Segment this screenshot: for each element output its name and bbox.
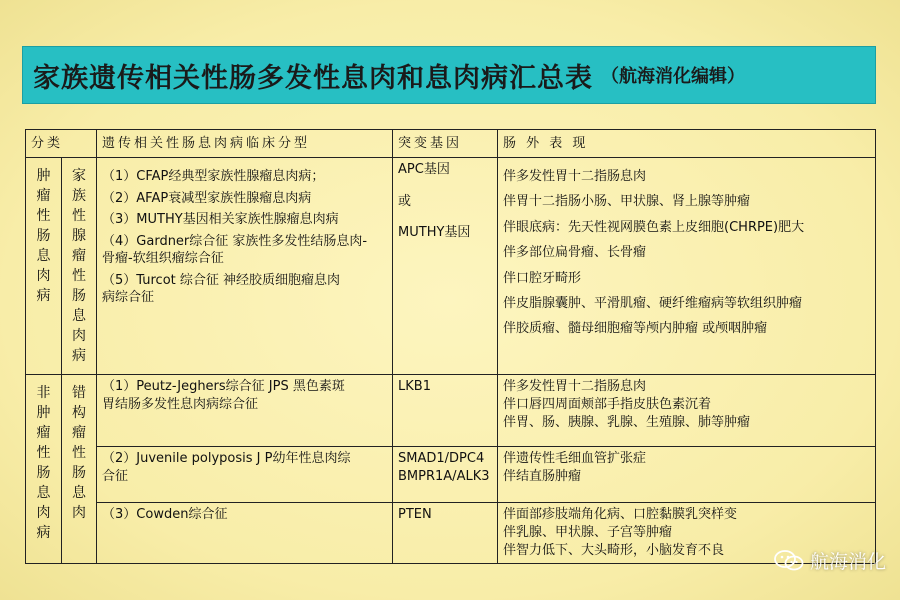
- type-item: （2）AFAP衰减型家族性腺瘤息肉病: [102, 190, 312, 206]
- watermark: [774, 547, 886, 574]
- table-row: [26, 503, 876, 564]
- gene-name: MUTHY基因: [398, 225, 471, 241]
- clinical-type-cell: [97, 375, 393, 447]
- manifestation: 伴遗传性毛细血管扩张症: [503, 451, 647, 466]
- watermark-text: 航海消化: [809, 551, 886, 573]
- category-cell: 非 肿 瘤 性 肠 息 肉 病: [26, 375, 62, 564]
- manifestations-cell: [498, 447, 876, 503]
- type-item: （1）Peutz-Jeghers综合征 JPS 黑色素斑: [102, 379, 345, 394]
- gene-name: PTEN: [398, 507, 432, 522]
- manifestation: 伴眼底病：先天性视网膜色素上皮细胞(CHRPE)肥大: [503, 219, 805, 235]
- manifestation: 伴智力低下、大头畸形，小脑发育不良: [503, 543, 725, 558]
- manifestation: 伴多发性胃十二指肠息肉: [503, 379, 647, 394]
- page-subtitle: （航海消化编辑）: [601, 66, 745, 87]
- clinical-type-cell: [97, 447, 393, 503]
- subcategory-cell: 错 构 瘤 性 肠 息 肉: [62, 375, 97, 564]
- manifestation: 伴口唇四周面颊部手指皮肤色素沉着: [503, 397, 712, 412]
- manifestation: 伴胶质瘤、髓母细胞瘤等颅内肿瘤 或颅咽肿瘤: [503, 321, 768, 337]
- type-item: （3）Cowden综合征: [102, 507, 228, 522]
- header-gene: 突变基因: [393, 130, 498, 158]
- type-item-cont: 合征: [102, 468, 129, 484]
- gene-cell: [393, 375, 498, 447]
- wechat-icon: [774, 550, 804, 572]
- type-item: （1）CFAP经典型家族性腺瘤息肉病；: [102, 169, 325, 184]
- title-banner: [22, 46, 876, 104]
- gene-cell: [393, 447, 498, 503]
- clinical-type-cell: [97, 503, 393, 564]
- manifestation: 伴多部位扁骨瘤、长骨瘤: [503, 245, 647, 261]
- header-extraintestinal: 肠 外 表 现: [498, 130, 876, 158]
- manifestation: 伴口腔牙畸形: [503, 270, 582, 286]
- manifestation: 伴胃、肠、胰腺、乳腺、生殖腺、肺等肿瘤: [503, 415, 751, 430]
- manifestation: 伴面部疹肢端角化病、口腔黏膜乳突样变: [503, 507, 738, 522]
- gene-cell: [393, 158, 498, 375]
- manifestations-cell: [498, 375, 876, 447]
- header-category: 分类: [26, 130, 97, 158]
- header-row: [26, 130, 876, 158]
- manifestation: 伴皮脂腺囊肿、平滑肌瘤、硬纤维瘤病等软组织肿瘤: [503, 296, 803, 312]
- gene-cell: [393, 503, 498, 564]
- type-item-cont: 病综合征: [102, 290, 155, 306]
- clinical-type-cell: [97, 158, 393, 375]
- type-item: （4）Gardner综合征 家族性多发性结肠息肉-: [102, 233, 368, 249]
- type-item: （2）Juvenile polyposis J P幼年性息肉综: [102, 451, 351, 466]
- type-item-cont: 骨瘤-软组织瘤综合征: [102, 251, 224, 267]
- page-title: 家族遗传相关性肠多发性息肉和息肉病汇总表: [33, 62, 593, 94]
- type-item-cont: 胃结肠多发性息肉病综合征: [102, 396, 259, 412]
- category-cell: 肿 瘤 性 肠 息 肉 病: [26, 158, 62, 375]
- manifestation: 伴胃十二指肠小肠、甲状腺、肾上腺等肿瘤: [503, 194, 751, 210]
- manifestation: 伴多发性胃十二指肠息肉: [503, 169, 647, 184]
- polyposis-summary-table: [25, 129, 876, 564]
- gene-connector: 或: [398, 193, 412, 209]
- gene-name: APC基因: [398, 162, 450, 177]
- manifestations-cell: [498, 158, 876, 375]
- gene-name: SMAD1/DPC4: [398, 451, 485, 466]
- table-row: [26, 447, 876, 503]
- header-clinical-type: 遗传相关性肠息肉病临床分型: [97, 130, 393, 158]
- subcategory-cell: 家 族 性 腺 瘤 性 肠 息 肉 病: [62, 158, 97, 375]
- gene-name: LKB1: [398, 379, 431, 394]
- type-item: （3）MUTHY基因相关家族性腺瘤息肉病: [102, 212, 339, 228]
- table-row: [26, 158, 876, 375]
- manifestation: 伴乳腺、甲状腺、子宫等肿瘤: [503, 525, 673, 540]
- manifestation: 伴结直肠肿瘤: [503, 469, 582, 484]
- type-item: （5）Turcot 综合征 神经胶质细胞瘤息肉: [102, 272, 341, 288]
- gene-name: BMPR1A/ALK3: [398, 468, 490, 484]
- table-row: [26, 375, 876, 447]
